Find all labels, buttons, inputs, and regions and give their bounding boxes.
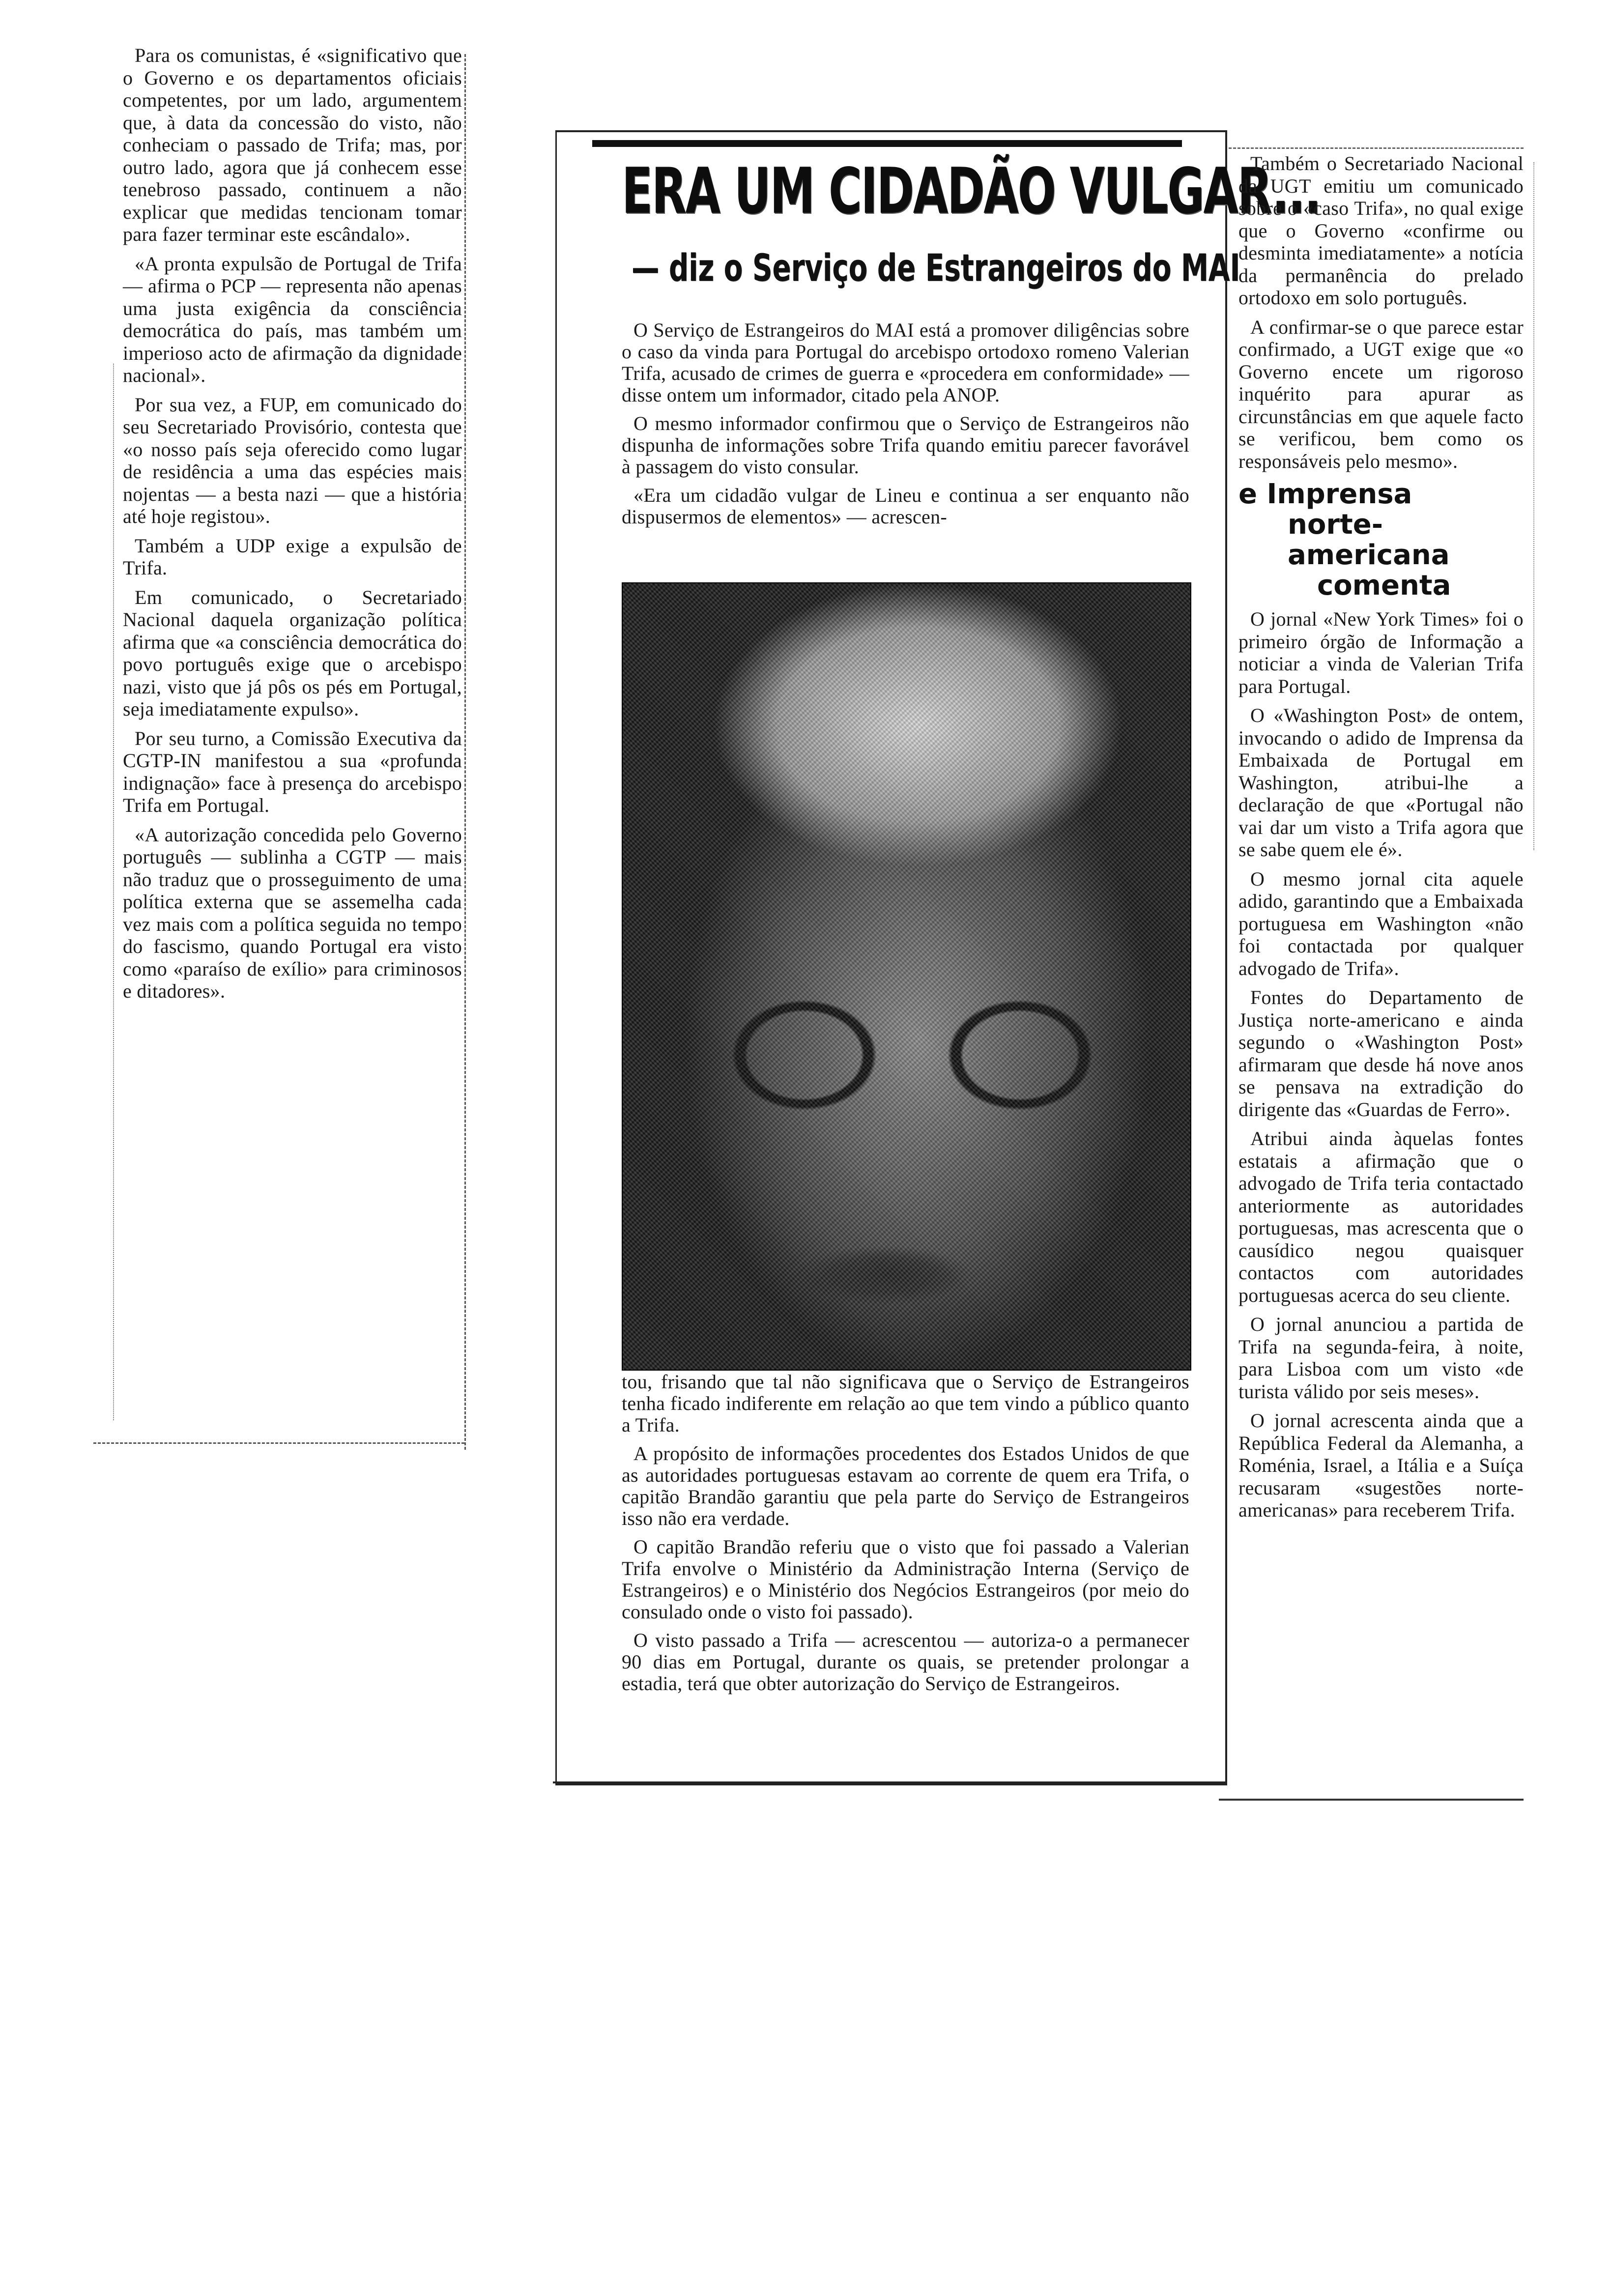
center-paragraph: O Serviço de Estrangeiros do MAI está a promover diligências sobre o caso da vinda para Portugal do arcebispo ortodoxo romeno Valerian Trifa, acusado de crimes de guerra e «procedera em conformidade» — disse ontem um informador, citado pela ANOP. — [622, 319, 1189, 406]
left-paragraph: Por seu turno, a Comissão Executiva da CGTP-IN manifestou a sua «profunda indignação» face à presença do arcebispo Trifa em Portugal. — [123, 727, 462, 816]
center-paragraph: O visto passado a Trifa — acrescentou — autoriza-o a permanecer 90 dias em Portugal, durante os quais, se pretender prolongar a estadia, terá que obter autorização do Serviço de Estrangeiros. — [622, 1629, 1189, 1694]
right-paragraph: A confirmar-se o que parece estar confirmado, a UGT exige que «o Governo encete um rigoroso inquérito para apurar as circunstâncias em que aquele facto se verificou, bem como os responsáveis pelo mesmo». — [1238, 316, 1524, 472]
main-article-bottom-rule — [553, 1781, 1226, 1783]
right-paragraph: O «Washington Post» de ontem, invocando o adido de Imprensa da Embaixada de Portugal em Washington, atribui-lhe a declaração de que «Portugal não vai dar um visto a Trifa agora que se sabe quem ele é». — [1238, 704, 1524, 861]
left-paragraph: «A pronta expulsão de Portugal de Trifa — afirma o PCP — representa não apenas uma justa exigência da consciência democrática do país, mas também um imperioso acto de afirmação da dignidade nacional». — [123, 252, 462, 386]
center-paragraph: O capitão Brandão referiu que o visto que foi passado a Valerian Trifa envolve o Ministério da Administração Interna (Serviço de Estrangeiros) e o Ministério dos Negócios Estrangeiros (por meio do consulado onde o visto foi passado). — [622, 1536, 1189, 1623]
section-heading-line: comenta — [1317, 570, 1451, 602]
center-paragraph: tou, frisando que tal não significava que o Serviço de Estrangeiros tenha ficado indiferente em relação ao que tem vindo a público quanto a Trifa. — [622, 1371, 1189, 1436]
right-paragraph: O jornal acrescenta ainda que a República Federal da Alemanha, a Roménia, Israel, a Itália e a Suíça recusaram «sugestões norte-americanas» para receberem Trifa. — [1238, 1409, 1524, 1521]
left-clipping-edge — [464, 54, 466, 1450]
section-heading-line: e Imprensa — [1238, 478, 1412, 510]
center-paragraph: A propósito de informações procedentes dos Estados Unidos de que as autoridades portuguesas estavam ao corrente de quem era Trifa, o capitão Brandão garantiu que pela parte do Serviço de Estrangeiros isso não era verdade. — [622, 1442, 1189, 1529]
article-subheadline: — diz o Serviço de Estrangeiros do MAI — [632, 246, 1240, 289]
right-paragraph: O mesmo jornal cita aquele adido, garantindo que a Embaixada portuguesa em Washington «não foi contactada por qualquer advogado de Trifa». — [1238, 867, 1524, 979]
headline-rule — [592, 140, 1182, 147]
left-paragraph: Também a UDP exige a expulsão de Trifa. — [123, 534, 462, 579]
section-heading-line: norte-americana — [1288, 509, 1450, 571]
left-column-margin-marks — [113, 364, 114, 1420]
right-paragraph: Também o Secretariado Nacional da UGT emitiu um comunicado sobre o «caso Trifa», no qual exige que o Governo «confirme ou desminta imediatamente» a notícia da permanência do prelado ortodoxo em solo português. — [1238, 152, 1524, 309]
left-paragraph: Para os comunistas, é «significativo que o Governo e os departamentos oficiais competentes, por um lado, argumentem que, à data da concessão do visto, não conheciam o passado de Trifa; mas, por outro lado, agora que já conhecem esse tenebroso passado, continuem a não explicar que medidas tencionam tomar para fazer terminar este escândalo». — [123, 44, 462, 245]
center-paragraph: O mesmo informador confirmou que o Serviço de Estrangeiros não dispunha de informações sobre Trifa quando emitiu parecer favorável à passagem do visto consular. — [622, 412, 1189, 478]
left-article-column — [123, 44, 462, 1009]
article-headline: ERA UM CIDADÃO VULGAR... — [622, 155, 1321, 228]
left-clipping-bottom-edge — [93, 1442, 464, 1444]
right-paragraph: Fontes do Departamento de Justiça norte-americano e ainda segundo o «Washington Post» afirmaram que desde há nove anos se pensava na extradição do dirigente das «Guardas de Ferro». — [1238, 986, 1524, 1120]
left-paragraph: «A autorização concedida pelo Governo português — sublinha a CGTP — mais não traduz que o prosseguimento de uma política externa que se assemelha cada vez mais com a política seguida no tempo do fascismo, quando Portugal era visto como «paraíso de exílio» para criminosos e ditadores». — [123, 823, 462, 1002]
portrait-photo — [622, 582, 1191, 1371]
left-paragraph: Em comunicado, o Secretariado Nacional daquela organização política afirma que «a consciência democrática do povo português exige que o arcebispo nazi, visto que já pôs os pés em Portugal, seja imediatamente expulso». — [123, 586, 462, 720]
left-paragraph: Por sua vez, a FUP, em comunicado do seu Secretariado Provisório, contesta que «o nosso país seja oferecido como lugar de residência a uma das espécies mais nojentas — a besta nazi — que a história até hoje registou». — [123, 393, 462, 527]
right-paragraph: Atribui ainda àquelas fontes estatais a afirmação que o advogado de Trifa teria contactado anteriormente as autoridades portuguesas, mas acrescenta que o causídico negou quaisquer contactos com autoridades portuguesas acerca do seu cliente. — [1238, 1127, 1524, 1306]
right-column-bottom-rule — [1219, 1799, 1524, 1801]
center-article-intro — [622, 319, 1189, 535]
right-column-top-rule — [1229, 147, 1524, 149]
right-article-column — [1238, 152, 1524, 1528]
right-paragraph: O jornal «New York Times» foi o primeiro órgão de Informação a noticiar a vinda de Valerian Trifa para Portugal. — [1238, 608, 1524, 697]
center-paragraph: «Era um cidadão vulgar de Lineu e continua a ser enquanto não dispusermos de elementos» — acrescen- — [622, 484, 1189, 528]
right-column-margin-marks — [1533, 162, 1534, 850]
halftone-texture — [623, 583, 1190, 1370]
section-heading — [1238, 479, 1524, 601]
right-paragraph: O jornal anunciou a partida de Trifa na segunda-feira, à noite, para Lisboa com um visto «de turista válido por seis meses». — [1238, 1313, 1524, 1403]
center-article-body — [622, 1371, 1189, 1701]
